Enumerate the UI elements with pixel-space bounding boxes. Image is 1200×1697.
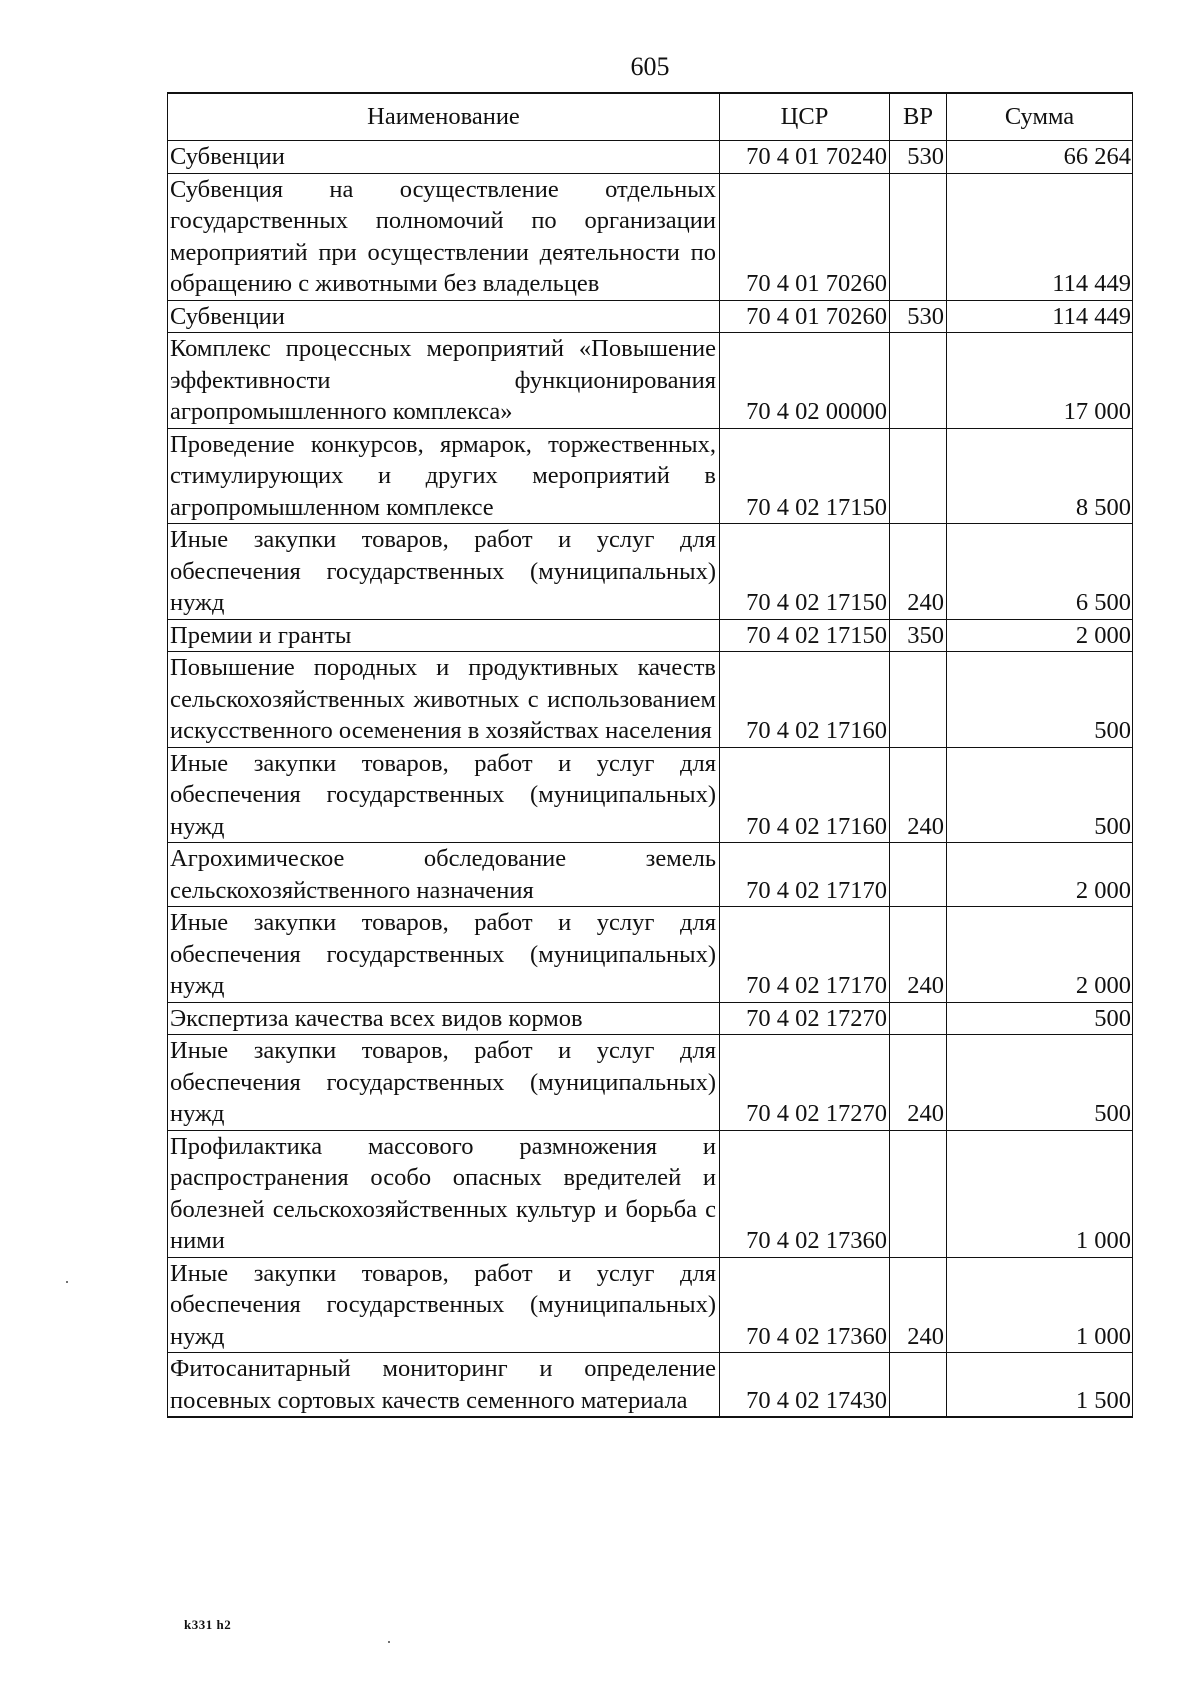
row-name: Повышение породных и продуктивных качеств сельскохозяйственных животных с использованием искусственного осеменения в хозяйствах населения — [168, 652, 720, 748]
row-vr — [890, 1130, 947, 1257]
row-code: 70 4 02 17150 — [720, 524, 890, 620]
row-code: 70 4 02 17170 — [720, 907, 890, 1003]
row-name: Экспертиза качества всех видов кормов — [168, 1002, 720, 1035]
row-code: 70 4 01 70260 — [720, 173, 890, 300]
page-number: 605 — [630, 52, 670, 81]
row-sum: 114 449 — [947, 173, 1133, 300]
header-sum: Сумма — [947, 93, 1133, 141]
row-name: Субвенции — [168, 141, 720, 174]
row-sum: 500 — [947, 1002, 1133, 1035]
table-row — [168, 1257, 1133, 1353]
row-vr: 530 — [890, 141, 947, 174]
table-row — [168, 1002, 1133, 1035]
row-code: 70 4 02 17360 — [720, 1257, 890, 1353]
row-name: Фитосанитарный мониторинг и определение посевных сортовых качеств семенного материала — [168, 1353, 720, 1418]
row-vr: 240 — [890, 524, 947, 620]
row-code: 70 4 02 17360 — [720, 1130, 890, 1257]
row-sum: 500 — [947, 652, 1133, 748]
table-row — [168, 141, 1133, 174]
row-vr — [890, 843, 947, 907]
row-code: 70 4 02 17270 — [720, 1035, 890, 1131]
row-vr — [890, 652, 947, 748]
row-vr — [890, 428, 947, 524]
row-sum: 500 — [947, 1035, 1133, 1131]
row-code: 70 4 01 70240 — [720, 141, 890, 174]
row-name: Субвенции — [168, 300, 720, 333]
row-code: 70 4 02 17160 — [720, 652, 890, 748]
table-row — [168, 428, 1133, 524]
footer-code: k331 h2 — [184, 1617, 232, 1632]
table-row — [168, 619, 1133, 652]
row-vr — [890, 1002, 947, 1035]
row-vr: 240 — [890, 1035, 947, 1131]
table-row — [168, 1130, 1133, 1257]
row-code: 70 4 02 17150 — [720, 619, 890, 652]
table-row — [168, 747, 1133, 843]
row-sum: 1 000 — [947, 1130, 1133, 1257]
row-sum: 2 000 — [947, 907, 1133, 1003]
row-code: 70 4 02 17270 — [720, 1002, 890, 1035]
row-code: 70 4 02 17170 — [720, 843, 890, 907]
row-sum: 1 000 — [947, 1257, 1133, 1353]
row-name: Иные закупки товаров, работ и услуг для обеспечения государственных (муниципальных) нужд — [168, 907, 720, 1003]
row-code: 70 4 01 70260 — [720, 300, 890, 333]
row-vr: 240 — [890, 907, 947, 1003]
table-row — [168, 333, 1133, 429]
row-code: 70 4 02 17430 — [720, 1353, 890, 1418]
table-row — [168, 652, 1133, 748]
row-name: Иные закупки товаров, работ и услуг для обеспечения государственных (муниципальных) нужд — [168, 1257, 720, 1353]
row-sum: 500 — [947, 747, 1133, 843]
row-code: 70 4 02 17160 — [720, 747, 890, 843]
row-name: Профилактика массового размножения и распространения особо опасных вредителей и болезней сельскохозяйственных культур и борьба с ними — [168, 1130, 720, 1257]
row-name: Премии и гранты — [168, 619, 720, 652]
row-name: Иные закупки товаров, работ и услуг для обеспечения государственных (муниципальных) нужд — [168, 1035, 720, 1131]
row-name: Иные закупки товаров, работ и услуг для обеспечения государственных (муниципальных) нужд — [168, 524, 720, 620]
row-name: Агрохимическое обследование земель сельскохозяйственного назначения — [168, 843, 720, 907]
table-row — [168, 1035, 1133, 1131]
row-name: Комплекс процессных мероприятий «Повышение эффективности функционирования агропромышленного комплекса» — [168, 333, 720, 429]
table-row — [168, 843, 1133, 907]
header-name: Наименование — [168, 93, 720, 141]
row-vr — [890, 1353, 947, 1418]
row-sum: 17 000 — [947, 333, 1133, 429]
row-code: 70 4 02 00000 — [720, 333, 890, 429]
table-row — [168, 524, 1133, 620]
row-sum: 2 000 — [947, 843, 1133, 907]
table-row — [168, 907, 1133, 1003]
row-sum: 1 500 — [947, 1353, 1133, 1418]
row-sum: 8 500 — [947, 428, 1133, 524]
header-code: ЦСР — [720, 93, 890, 141]
header-vr: ВР — [890, 93, 947, 141]
row-vr: 530 — [890, 300, 947, 333]
row-name: Проведение конкурсов, ярмарок, торжественных, стимулирующих и других мероприятий в агропромышленном комплексе — [168, 428, 720, 524]
row-vr: 240 — [890, 1257, 947, 1353]
table-row — [168, 300, 1133, 333]
row-vr: 240 — [890, 747, 947, 843]
scan-speck — [388, 1641, 390, 1643]
row-name: Иные закупки товаров, работ и услуг для обеспечения государственных (муниципальных) нужд — [168, 747, 720, 843]
budget-table — [167, 92, 1133, 1418]
row-sum: 66 264 — [947, 141, 1133, 174]
row-sum: 2 000 — [947, 619, 1133, 652]
row-sum: 114 449 — [947, 300, 1133, 333]
table-header-row — [168, 93, 1133, 141]
row-sum: 6 500 — [947, 524, 1133, 620]
table-row — [168, 173, 1133, 300]
row-vr: 350 — [890, 619, 947, 652]
table-row — [168, 1353, 1133, 1418]
row-name: Субвенция на осуществление отдельных государственных полномочий по организации мероприятий при осуществлении деятельности по обращению с животными без владельцев — [168, 173, 720, 300]
row-vr — [890, 333, 947, 429]
scan-speck — [66, 1281, 68, 1283]
row-code: 70 4 02 17150 — [720, 428, 890, 524]
row-vr — [890, 173, 947, 300]
